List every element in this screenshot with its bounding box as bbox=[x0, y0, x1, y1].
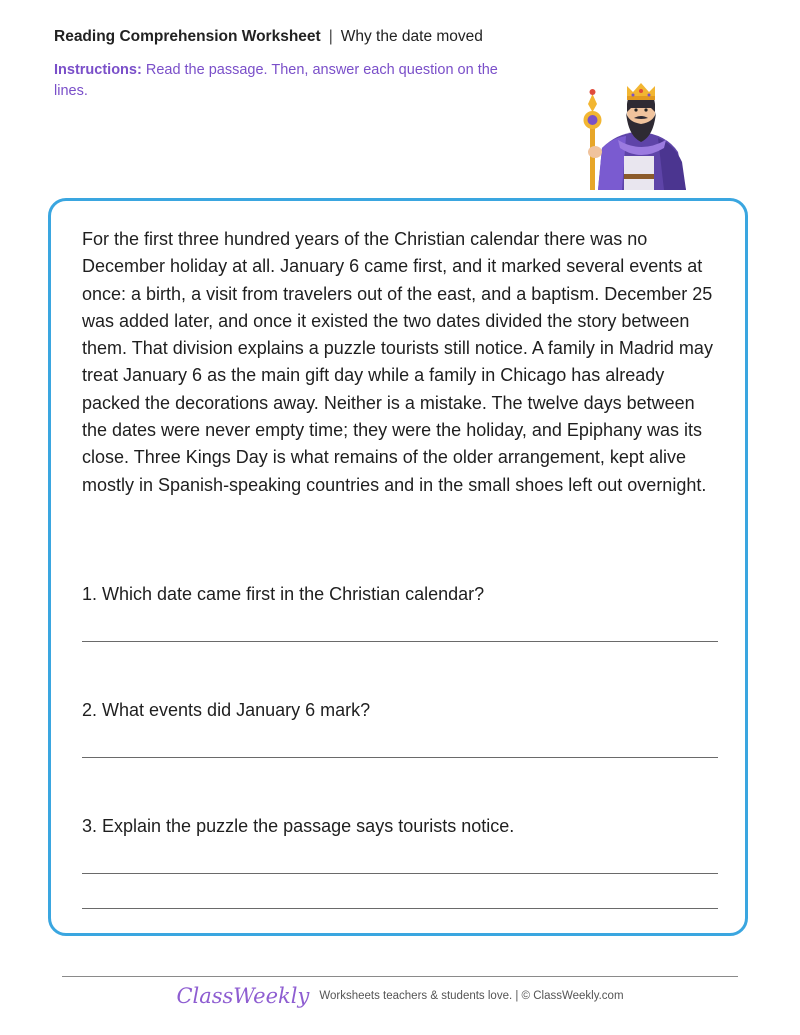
footer-divider bbox=[62, 976, 738, 977]
king-icon bbox=[578, 82, 690, 192]
worksheet-header bbox=[54, 28, 483, 46]
answer-line-2[interactable] bbox=[82, 757, 718, 758]
question-1: 1. Which date came first in the Christian calendar? bbox=[82, 584, 485, 604]
instructions-text: Read the passage. Then, answer each question on the lines. bbox=[54, 62, 498, 99]
answer-line-3b[interactable] bbox=[82, 908, 718, 909]
answer-line-3a[interactable] bbox=[82, 873, 718, 874]
header-separator: | bbox=[328, 28, 333, 45]
instructions-label: Instructions: bbox=[54, 62, 142, 78]
answer-line-1[interactable] bbox=[82, 641, 718, 642]
worksheet-subtitle: Why the date moved bbox=[340, 28, 483, 45]
footer bbox=[0, 984, 800, 1018]
footer-tagline: Worksheets teachers & students love. | © ClassWeekly.com bbox=[319, 990, 624, 1002]
classweekly-logo: ClassWeekly bbox=[176, 984, 310, 1008]
question-3: 3. Explain the puzzle the passage says tourists notice. bbox=[82, 816, 515, 836]
instructions bbox=[54, 60, 524, 102]
worksheet-title: Reading Comprehension Worksheet bbox=[54, 28, 321, 45]
reading-passage: For the first three hundred years of the Christian calendar there was no December holiday at all. January 6 came first, and it marked several events at once: a birth, a visit from travelers out of the east, and a baptism. December 25 was added later, and once it existed the two dates divided the story between them. That division explains a puzzle tourists still notice. A family in Madrid may treat January 6 as the main gift day while a family in Chicago has already packed the decorations away. Neither is a mistake. The twelve days between the dates were never empty time; they were the holiday, and Epiphany was its close. Three Kings Day is what remains of the older arrangement, kept alive mostly in Spanish-speaking countries and in the small shoes left out overnight. bbox=[82, 229, 713, 495]
question-2: 2. What events did January 6 mark? bbox=[82, 700, 371, 720]
scepter-top bbox=[588, 94, 597, 112]
